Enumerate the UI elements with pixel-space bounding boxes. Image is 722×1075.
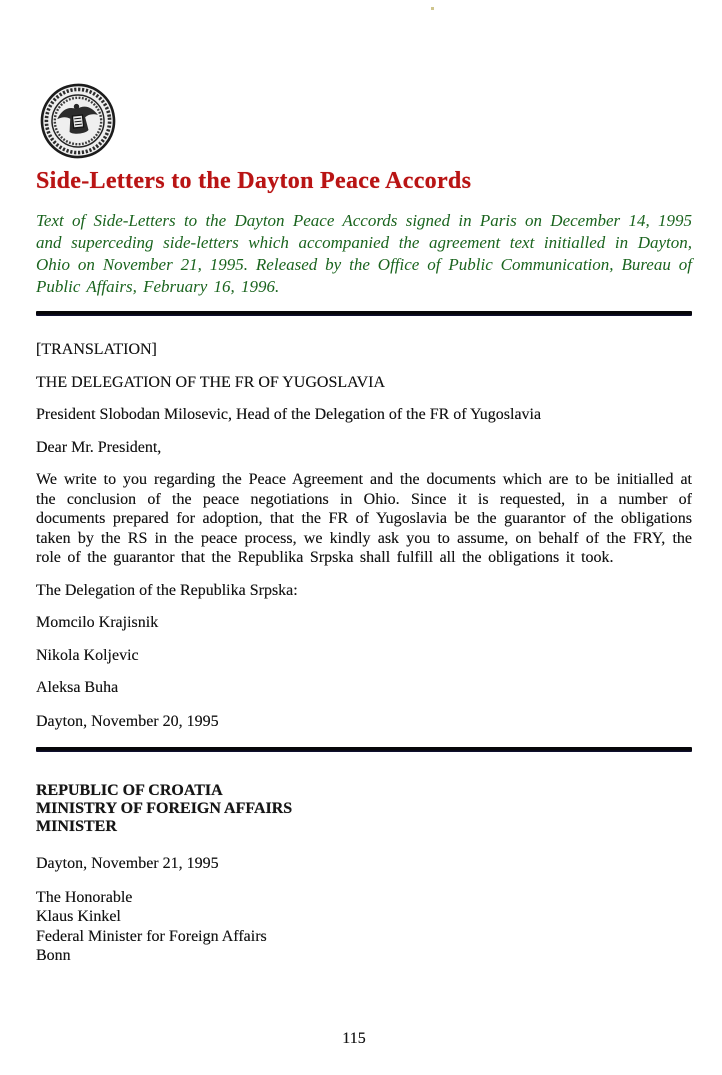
signatory-name: Momcilo Krajisnik [36,614,159,631]
document-content [36,0,692,966]
letter-addressee: President Slobodan Milosevic, Head of the Delegation of the FR of Yugoslavia [36,406,542,423]
signatory-name: Nikola Koljevic [36,646,139,664]
page-number: 115 [342,1030,366,1047]
letterhead-line: REPUBLIC OF CROATIA [36,782,223,799]
release-note: Text of Side-Letters to the Dayton Peace Accords signed in Paris on December 14, 1995 and superceding side-letters which accompanied the agreement text initialled in Dayton, Ohio on November 21, 1995. Released by the Office of Public Communication, Bureau of Public Affairs, February 16, 1996. [36,211,692,296]
signatory-name: Aleksa Buha [36,679,119,696]
letter-body-paragraph: We write to you regarding the Peace Agreement and the documents which are to be initialled at the conclusion of the peace negotiations in Ohio. Since it is requested, in a number of documents prepared for adoption, that the FR of Yugoslavia be the guarantor of the obligations taken by the RS in the peace process, we kindly ask you to assume, on behalf of the FRY, the role of the guarantor that the Republika Srpska shall fulfill all the obligations it took. [36,471,692,566]
letter-yugoslavia [36,340,692,731]
section-divider-middle [36,747,692,752]
signatories-intro: The Delegation of the Republika Srpska: [36,581,298,599]
recipient-line: Federal Minister for Foreign Affairs [36,927,267,945]
letterhead-line: MINISTRY OF FOREIGN AFFAIRS [36,800,293,817]
letter-croatia [36,782,692,966]
letter-salutation: Dear Mr. President, [36,438,162,456]
letterhead-line: MINISTER [36,818,117,835]
recipient-line: The Honorable [36,888,133,906]
recipient-line: Klaus Kinkel [36,908,121,925]
document-title: Side-Letters to the Dayton Peace Accords [36,168,472,194]
letter-dateline: Dayton, November 20, 1995 [36,712,219,730]
section-divider-top [36,311,692,316]
recipient-line: Bonn [36,947,71,964]
recipient-address-block [36,888,692,966]
letterhead [36,782,692,836]
letter-dateline: Dayton, November 21, 1995 [36,855,219,872]
translation-tag: [TRANSLATION] [36,341,157,358]
letter-heading: THE DELEGATION OF THE FR OF YUGOSLAVIA [36,373,386,391]
